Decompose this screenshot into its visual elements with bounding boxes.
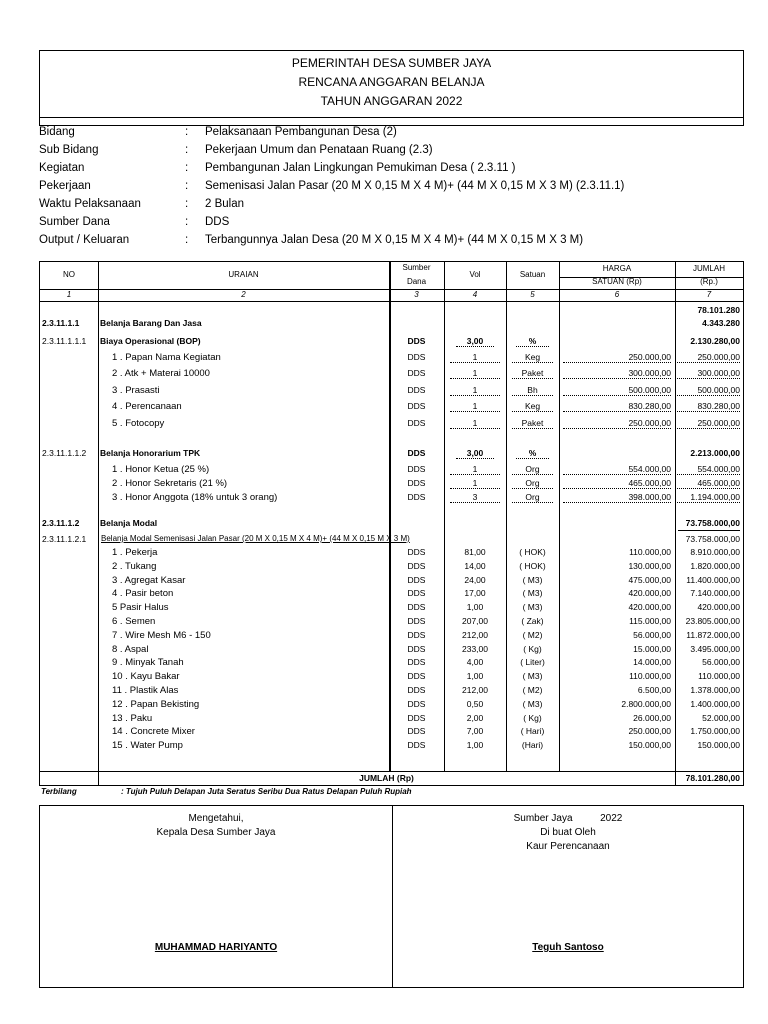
tpk-item-harga: 465.000,00 (563, 478, 671, 489)
modal-item-sumber: DDS (407, 602, 426, 612)
modal-item-vol: 14,00 (464, 561, 486, 571)
modal-item-jumlah: 11.872.000,00 (686, 630, 740, 640)
header-satuan: Satuan (519, 270, 546, 279)
modal-item-jumlah: 23.805.000,00 (685, 616, 740, 626)
modal-item-jumlah: 52.000,00 (702, 713, 740, 723)
terbilang-text: : Tujuh Puluh Delapan Juta Seratus Seribu Dua Ratus Delapan Puluh Rupiah (121, 787, 412, 796)
modal-item-vol: 1,00 (466, 602, 484, 612)
bop-item-uraian: 1 . Papan Nama Kegiatan (112, 352, 221, 363)
modal-item-uraian: 2 . Tukang (112, 561, 157, 572)
bop-item-sumber: DDS (407, 368, 426, 378)
info-colon: : (185, 126, 189, 138)
modal-item-harga: 250.000,00 (628, 726, 671, 736)
modal-item-uraian: 7 . Wire Mesh M6 - 150 (112, 630, 211, 641)
modal-item-satuan: ( M3) (522, 699, 543, 709)
modal-item-vol: 17,00 (464, 588, 486, 598)
header-sumber: Sumber (402, 263, 431, 272)
modal-item-jumlah: 420.000,00 (697, 602, 740, 612)
modal-item-harga: 15.000,00 (633, 644, 671, 654)
tpk-item-jumlah: 1.194.000,00 (675, 492, 740, 503)
bop-satuan: % (516, 336, 549, 347)
modal-item-uraian: 3 . Agregat Kasar (112, 575, 186, 586)
document-title-box (39, 50, 744, 118)
bop-item-satuan: Paket (512, 368, 553, 379)
bop-item-sumber: DDS (407, 401, 426, 411)
modal-item-harga: 130.000,00 (628, 561, 671, 571)
tpk-item-uraian: 3 . Honor Anggota (18% untuk 3 orang) (112, 492, 278, 503)
bop-item-uraian: 4 . Perencanaan (112, 401, 182, 412)
modal-item-harga: 115.000,00 (629, 616, 671, 626)
modal-title: Belanja Modal (100, 518, 158, 528)
bop-item-jumlah: 500.000,00 (675, 385, 740, 396)
info-colon: : (185, 198, 189, 210)
modal-item-vol: 0,50 (466, 699, 484, 709)
column-divider (98, 262, 99, 785)
modal-item-uraian: 4 . Pasir beton (112, 588, 174, 599)
modal-item-vol: 1,00 (466, 671, 484, 681)
modal-item-jumlah: 56.000,00 (702, 657, 740, 667)
modal-item-satuan: ( Kg) (523, 644, 542, 654)
modal-item-jumlah: 1.400.000,00 (690, 699, 740, 709)
modal-item-sumber: DDS (407, 713, 426, 723)
modal-item-vol: 207,00 (462, 616, 488, 626)
modal-item-harga: 420.000,00 (628, 588, 671, 598)
tpk-item-sumber: DDS (407, 492, 426, 502)
row-divider (678, 530, 740, 531)
bop-item-jumlah: 830.280,00 (675, 401, 740, 412)
modal-item-vol: 212,00 (462, 685, 488, 695)
tpk-item-jumlah: 465.000,00 (675, 478, 740, 489)
terbilang-label: Terbilang (41, 787, 77, 796)
modal-item-sumber: DDS (407, 699, 426, 709)
header-vol: Vol (469, 270, 481, 279)
tpk-item-sumber: DDS (407, 464, 426, 474)
signature-left-line2: Kepala Desa Sumber Jaya (156, 827, 276, 838)
modal-item-jumlah: 11.400.000,00 (686, 575, 740, 585)
modal-item-jumlah: 7.140.000,00 (690, 588, 740, 598)
signature-left-header (40, 812, 392, 840)
bop-item-sumber: DDS (407, 385, 426, 395)
modal-item-satuan: ( Kg) (523, 713, 542, 723)
modal-item-sumber: DDS (407, 630, 426, 640)
modal-item-uraian: 12 . Papan Bekisting (112, 699, 200, 710)
budget-table (39, 261, 744, 786)
modal-item-satuan: ( HOK) (519, 547, 546, 557)
header-no: NO (63, 270, 75, 279)
signature-right-year: 2022 (600, 813, 623, 824)
tpk-item-harga: 554.000,00 (563, 464, 671, 475)
info-value: DDS (205, 216, 230, 228)
modal-item-satuan: ( M2) (522, 685, 543, 695)
bop-item-vol: 1 (450, 385, 500, 396)
column-number: 4 (472, 290, 478, 299)
modal-item-harga: 26.000,00 (633, 713, 671, 723)
bop-item-vol: 1 (450, 401, 500, 412)
header-uraian: URAIAN (228, 270, 259, 279)
tpk-item-vol: 3 (450, 492, 500, 503)
modal-item-vol: 2,00 (466, 713, 484, 723)
modal-sub-total: 73.758.000,00 (685, 534, 740, 544)
tpk-item-satuan: Org (512, 492, 553, 503)
tpk-item-uraian: 2 . Honor Sekretaris (21 %) (112, 478, 228, 489)
modal-item-sumber: DDS (407, 616, 426, 626)
modal-item-harga: 110.000,00 (629, 547, 671, 557)
modal-item-sumber: DDS (407, 740, 426, 750)
modal-item-sumber: DDS (407, 726, 426, 736)
section-code: 2.3.11.1.1 (42, 318, 80, 328)
modal-item-harga: 475.000,00 (628, 575, 671, 585)
tpk-item-vol: 1 (450, 464, 500, 475)
signature-right-line2: Di buat Oleh (540, 827, 596, 838)
bop-item-satuan: Keg (512, 401, 553, 412)
bop-item-sumber: DDS (407, 352, 426, 362)
modal-item-vol: 24,00 (464, 575, 486, 585)
bop-item-uraian: 2 . Atk + Materai 10000 (112, 368, 210, 379)
modal-item-jumlah: 150.000,00 (697, 740, 740, 750)
modal-item-sumber: DDS (407, 575, 426, 585)
bop-item-vol: 1 (450, 368, 500, 379)
modal-item-jumlah: 3.495.000,00 (690, 644, 740, 654)
tpk-item-jumlah: 554.000,00 (675, 464, 740, 475)
modal-code: 2.3.11.1.2 (42, 518, 80, 528)
bop-vol: 3,00 (456, 336, 494, 347)
title-line-3: TAHUN ANGGARAN 2022 (320, 94, 463, 108)
info-colon: : (185, 162, 189, 174)
row-divider (40, 301, 743, 302)
info-label: Sumber Dana (39, 216, 110, 228)
modal-item-uraian: 14 . Concrete Mixer (112, 726, 195, 737)
tpk-item-vol: 1 (450, 478, 500, 489)
bop-item-vol: 1 (450, 418, 500, 429)
modal-item-satuan: ( M3) (522, 671, 543, 681)
header-harga-satuan: SATUAN (Rp) (592, 277, 642, 286)
modal-item-harga: 110.000,00 (629, 671, 671, 681)
section-total: 4.343.280 (702, 318, 740, 328)
tpk-title: Belanja Honorarium TPK (100, 448, 201, 458)
column-divider (506, 262, 507, 771)
signature-right-header (393, 812, 743, 854)
tpk-jumlah: 2.213.000,00 (690, 448, 740, 458)
column-divider (444, 262, 445, 771)
terbilang-row (39, 786, 744, 800)
bop-item-satuan: Bh (512, 385, 553, 396)
tpk-satuan: % (516, 448, 549, 459)
info-value: Pekerjaan Umum dan Penataan Ruang (2.3) (205, 144, 433, 156)
footer-total: 78.101.280,00 (685, 773, 740, 783)
signature-left-name: MUHAMMAD HARIYANTO (154, 942, 278, 953)
modal-item-sumber: DDS (407, 588, 426, 598)
info-label: Sub Bidang (39, 144, 99, 156)
bop-item-sumber: DDS (407, 418, 426, 428)
modal-item-harga: 6.500,00 (637, 685, 671, 695)
info-colon: : (185, 180, 189, 192)
modal-item-sumber: DDS (407, 657, 426, 667)
modal-item-harga: 14.000,00 (633, 657, 671, 667)
bop-item-harga: 250.000,00 (563, 352, 671, 363)
bop-title: Biaya Operasional (BOP) (100, 336, 201, 346)
modal-item-vol: 1,00 (466, 740, 484, 750)
tpk-item-satuan: Org (512, 478, 553, 489)
signature-right-line3: Kaur Perencanaan (526, 841, 610, 852)
bop-sumber: DDS (407, 336, 426, 346)
info-colon: : (185, 216, 189, 228)
info-label: Output / Keluaran (39, 234, 130, 246)
column-number: 6 (614, 290, 620, 299)
header-jumlah: JUMLAH (692, 264, 725, 273)
modal-item-jumlah: 1.820.000,00 (690, 561, 740, 571)
signature-right-place: Sumber Jaya (513, 813, 573, 824)
info-value: Terbangunnya Jalan Desa (20 M X 0,15 M X 4 M)+ (44 M X 0,15 M X 3 M) (205, 234, 584, 246)
modal-item-harga: 420.000,00 (628, 602, 671, 612)
modal-item-uraian: 1 . Pekerja (112, 547, 158, 558)
modal-item-uraian: 8 . Aspal (112, 644, 149, 655)
signature-box (39, 805, 744, 988)
modal-item-satuan: ( M3) (522, 588, 543, 598)
bop-item-satuan: Paket (512, 418, 553, 429)
column-number: 3 (414, 290, 419, 299)
bop-item-jumlah: 300.000,00 (675, 368, 740, 379)
column-number: 7 (706, 290, 712, 299)
modal-item-sumber: DDS (407, 547, 426, 557)
tpk-sumber: DDS (407, 448, 426, 458)
modal-item-satuan: ( Hari) (520, 726, 545, 736)
bop-item-satuan: Keg (512, 352, 553, 363)
bop-jumlah: 2.130.280,00 (690, 336, 740, 346)
bop-item-uraian: 5 . Fotocopy (112, 418, 165, 429)
modal-sub-code: 2.3.11.1.2.1 (42, 534, 87, 544)
modal-item-sumber: DDS (407, 561, 426, 571)
modal-item-uraian: 11 . Plastik Alas (112, 685, 179, 696)
tpk-vol: 3,00 (456, 448, 494, 459)
bop-code: 2.3.11.1.1.1 (42, 336, 87, 346)
info-label: Pekerjaan (39, 180, 91, 192)
modal-sub-title: Belanja Modal Semenisasi Jalan Pasar (20 M X 0,15 M X 4 M)+ (44 M X 0,15 M X 3 M) (101, 534, 410, 543)
signature-right-place-line (393, 812, 743, 826)
info-label: Bidang (39, 126, 75, 138)
bop-item-harga: 830.280,00 (563, 401, 671, 412)
signature-left-line1: Mengetahui, (188, 813, 244, 824)
header-harga: HARGA (602, 264, 632, 273)
header-dana: Dana (406, 277, 427, 286)
modal-item-satuan: ( M3) (522, 602, 543, 612)
modal-item-sumber: DDS (407, 644, 426, 654)
modal-total: 73.758.000,00 (685, 518, 740, 528)
modal-item-jumlah: 110.000,00 (698, 671, 740, 681)
header-jumlah-rp: (Rp.) (700, 277, 718, 286)
bop-item-uraian: 3 . Prasasti (112, 385, 160, 396)
modal-item-harga: 56.000,00 (633, 630, 671, 640)
info-colon: : (185, 234, 189, 246)
bop-item-jumlah: 250.000,00 (675, 418, 740, 429)
modal-item-uraian: 10 . Kayu Bakar (112, 671, 180, 682)
modal-item-satuan: (Hari) (521, 740, 544, 750)
modal-item-uraian: 15 . Water Pump (112, 740, 183, 751)
modal-item-satuan: ( Liter) (520, 657, 545, 667)
tpk-code: 2.3.11.1.1.2 (42, 448, 87, 458)
modal-item-uraian: 9 . Minyak Tanah (112, 657, 184, 668)
modal-item-vol: 233,00 (462, 644, 488, 654)
grand-total-top: 78.101.280 (697, 305, 740, 315)
info-value: Pelaksanaan Pembangunan Desa (2) (205, 126, 397, 138)
info-value: 2 Bulan (205, 198, 245, 210)
title-underline-box (39, 117, 744, 126)
info-label: Waktu Pelaksanaan (39, 198, 141, 210)
section-title: Belanja Barang Dan Jasa (100, 318, 202, 328)
bop-item-jumlah: 250.000,00 (675, 352, 740, 363)
modal-item-sumber: DDS (407, 685, 426, 695)
column-number: 5 (530, 290, 535, 299)
modal-item-uraian: 13 . Paku (112, 713, 153, 724)
bop-item-harga: 250.000,00 (563, 418, 671, 429)
bop-item-harga: 500.000,00 (563, 385, 671, 396)
modal-item-vol: 7,00 (466, 726, 484, 736)
column-number: 2 (241, 290, 246, 299)
modal-item-satuan: ( HOK) (519, 561, 546, 571)
title-line-2: RENCANA ANGGARAN BELANJA (298, 75, 485, 89)
title-line-1: PEMERINTAH DESA SUMBER JAYA (291, 56, 492, 70)
modal-item-harga: 150.000,00 (628, 740, 671, 750)
modal-item-satuan: ( M2) (522, 630, 543, 640)
footer-label: JUMLAH (Rp) (359, 773, 414, 783)
info-value: Semenisasi Jalan Pasar (20 M X 0,15 M X 4 M)+ (44 M X 0,15 M X 3 M) (2.3.11.1) (205, 180, 625, 192)
modal-item-satuan: ( Zak) (521, 616, 544, 626)
modal-item-vol: 81,00 (464, 547, 486, 557)
bop-item-harga: 300.000,00 (563, 368, 671, 379)
modal-item-vol: 4,00 (466, 657, 484, 667)
bop-item-vol: 1 (450, 352, 500, 363)
modal-item-uraian: 6 . Semen (112, 616, 156, 627)
column-number: 1 (66, 290, 72, 299)
modal-item-harga: 2.800.000,00 (621, 699, 671, 709)
tpk-item-sumber: DDS (407, 478, 426, 488)
info-value: Pembangunan Jalan Lingkungan Pemukiman Desa ( 2.3.11 ) (205, 162, 516, 174)
column-divider (559, 262, 560, 771)
modal-item-jumlah: 1.378.000,00 (690, 685, 740, 695)
row-divider (40, 771, 743, 772)
modal-item-sumber: DDS (407, 671, 426, 681)
info-colon: : (185, 144, 189, 156)
modal-item-uraian: 5 Pasir Halus (112, 602, 169, 613)
tpk-item-uraian: 1 . Honor Ketua (25 %) (112, 464, 210, 475)
tpk-item-satuan: Org (512, 464, 553, 475)
tpk-item-harga: 398.000,00 (563, 492, 671, 503)
signature-right-name: Teguh Santoso (532, 942, 604, 953)
modal-item-vol: 212,00 (462, 630, 488, 640)
modal-item-jumlah: 8.910.000,00 (690, 547, 740, 557)
info-label: Kegiatan (39, 162, 85, 174)
modal-item-satuan: ( M3) (522, 575, 543, 585)
modal-item-jumlah: 1.750.000,00 (690, 726, 740, 736)
